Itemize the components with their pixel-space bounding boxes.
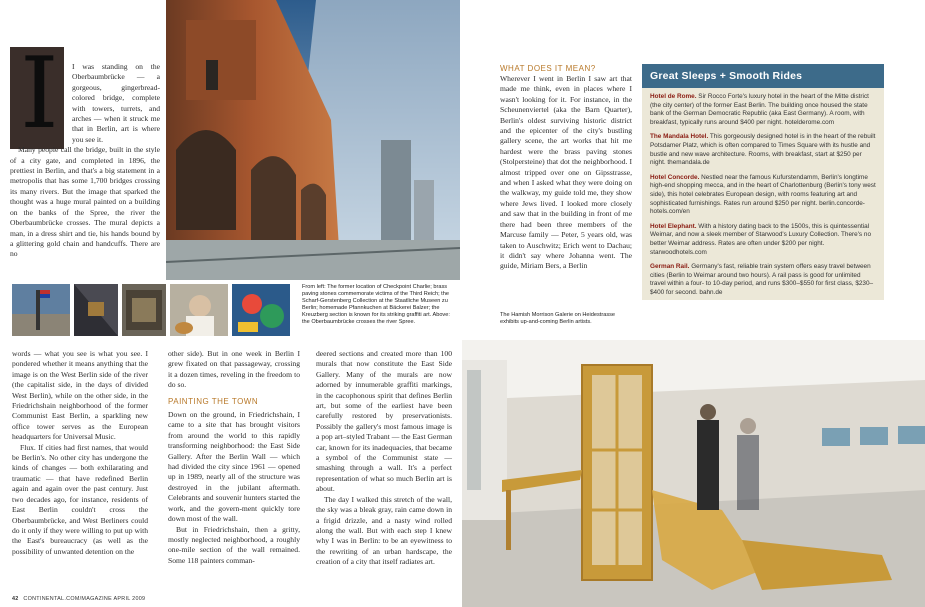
checkpoint-charlie-thumb: [12, 284, 70, 336]
hotel-name: The Mandala Hotel.: [650, 133, 709, 141]
sidebar-item: [650, 223, 876, 257]
page-number: 42: [12, 596, 19, 602]
hotel-desc: With a history dating back to the 1500s, this is quintessential Weimar, and now a sleek member of Starwood's Luxury Collection. There's no better Weimar address. Rates are often under $200 per night. starwoodhotels.com: [650, 222, 872, 256]
paragraph: words — what you see is what you see. I pondered whether it means anything that the image is on the West Berlin side of the river (the capitalist side, in the days of divided West Berlin), while on the other side, in the Friedrichshain neighborhood of the former Communist East Berlin, a sparkling new office tower serves as the European headquarters for Universal Music.: [12, 349, 148, 442]
paving-stones-thumb: [74, 284, 118, 336]
section-subhead: PAINTING THE TOWN: [168, 396, 259, 406]
right-subhead: [500, 64, 596, 73]
gallery-photo: [462, 340, 925, 607]
page-folio: [12, 596, 145, 602]
article-col3: [316, 349, 452, 568]
paragraph: Flux. If cities had first names, that would be Berlin's. No other city has undergone the kinds of changes — both exhilarating and traumatic — that have redefined Berlin again and again over the past century. Just two decades ago, for instance, residents of East Berlin couldn't cross the Oberbaumbrücke, and West Berliners could do it only if they were willing to put up with the East's bureaucracy (as well as the possibility of unwanted detention on the: [12, 442, 148, 556]
hotel-desc: Germany's fast, reliable train system offers easy travel between cities (Berlin to Weimar around two hours). A rail pass is good for unlimited travel within a four- to 10-day period, and runs $300–$550 for first class, $230–$400 for second. bahn.de: [650, 263, 874, 296]
kreuzberg-graffiti-thumb: [232, 284, 290, 336]
article-col1-top: [10, 62, 160, 260]
hotel-name: Hotel Elephant.: [650, 222, 697, 230]
paragraph: other side). But in one week in Berlin I grew fixated on that passageway, crossing it a dozen times, reveling in the freedom to do so.: [168, 349, 300, 390]
hotel-name: Hotel Concorde.: [650, 173, 700, 181]
hotel-name: Hotel de Rome.: [650, 93, 697, 100]
sidebar-item: [650, 174, 876, 217]
hotel-name: German Rail.: [650, 263, 690, 271]
hotel-desc: Nestled near the famous Kufurstendamm, Berlin's longtime high-end shopping mecca, and in the heart of Charlottenburg (Berlin's tony west side), this hotel celebrates European design, with rooms featuring art and sophisticated furnishings. Rates run around $250 per night. berlin.concorde-hotels.com/en: [650, 173, 876, 216]
drop-cap-letter: I: [20, 37, 59, 151]
gallery-caption: [500, 312, 630, 326]
photo-caption: [302, 284, 458, 326]
sidebar-item: [650, 93, 876, 127]
paragraph: Down on the ground, in Friedrichshain, I came to a site that has brought visitors from around the world to this rapidly transforming neighborhood: the East Side Gallery. After the Berlin Wall — which had divided the city since 1961 — opened up in 1989, nearly all of the structure was destroyed in the jubilant aftermath. Celebrants and souvenir hunters started the work, and the govern-ment quickly tore down most of the wall.: [168, 410, 300, 524]
paragraph: The day I walked this stretch of the wall, the sky was a bleak gray, rain came down in a frigid drizzle, and a nasty wind rolled along the wall. But with each step I knew why I was in Berlin: to be an eyewitness to the rewriting of an urban hardscape, the creation of a city that itself radiates art.: [316, 494, 452, 567]
folio-text: CONTINENTAL.COM/MAGAZINE APRIL 2009: [23, 596, 146, 602]
paragraph: But in Friedrichshain, then a gritty, mostly neglected neighborhood, a roughly one-mile section of the wall remained. Some 118 painters comman-: [168, 524, 300, 565]
right-article-col: [500, 74, 632, 272]
sidebar-item: [650, 263, 876, 297]
section-subhead: WHAT DOES IT MEAN?: [500, 64, 596, 73]
hotel-sidebar: [642, 64, 884, 300]
hotel-desc: Sir Rocco Forte's luxury hotel in the heart of the Mitte district (the city center) of the former East Berlin. The building once housed the state bank of the German Democratic Republic (aka East Germany). A room, with breakfast, typically runs around $400 per night. hotelderome.com: [650, 93, 869, 126]
hotel-desc: This gorgeously designed hotel is in the heart of the rebuilt Potsdamer Platz, which is often compared to Times Square with its hustle and bustle and new wave architecture. Rooms, with breakfast, start at $250 per night. themandala.de: [650, 133, 876, 167]
scharf-gerstenberg-thumb: [122, 284, 166, 336]
caption-text: The Hamish Morrison Galerie on Heidestrasse exhibits up-and-coming Berlin artists.: [500, 312, 616, 325]
lead-paragraph: I was standing on the Oberbaumbrücke — a gorgeous, gingerbread-colored bridge, complete with towers, turrets, and arches — when it struck me that in Berlin, art is where you see it.: [72, 62, 160, 144]
article-col2: [168, 349, 300, 566]
bakery-thumb: [170, 284, 228, 336]
paragraph: Wherever I went in Berlin I saw art that made me think, even in places where I wasn't looking for it. For instance, in the Scheunenviertel (aka the Barn Quarter), Berlin's oldest surviving historic district and the epicenter of the city's bustling gallery scene, the art works that hit me hardest were the brass paving stones (Stolpersteine) that dot the neighborhood. I almost tripped over one on Gipsstrasse, and when I asked what they were doing on the walkway, my guide told me, they show where Jews lived. I looked more closely and saw that in the building in front of me there had been three members of the Marcuse family — Peter, 5 years old, was taken to Auschwitz; Erich went to Dachau; it didn't say where Johanna went. The guide, Miriam Bers, a Berlin: [500, 74, 632, 271]
paragraph: deered sections and created more than 100 murals that now constitute the East Side Gallery. Many of the murals are now adorned by innumerable graffiti markings, in the cacophonous spirit that defines Berlin art, but some of the earliest have been carefully restored by preservationists. Possibly the gallery's most famous image is a pop art–styled Trabant — the East German car, known for its inadequacies, that became a symbol of the Communist state — smashing through a wall. It's a perfect representation of what so much Berlin art is about.: [316, 349, 452, 494]
sidebar-title: Great Sleeps + Smooth Rides: [642, 64, 884, 88]
paragraph: Many people call the bridge, built in the style of a city gate, and completed in 1896, the prettiest in Berlin, and that's a big statement in a metropolis that has some 1,700 bridges crossing its many rivers. But the image that sparked the thought was a huge mural painted on a building on the banks of the Spree, the river the Oberbaumbrücke crosses. The mural depicts a man, in a dress shirt and tie, his hands bound by a glittering gold chain and handcuffs. There are no: [10, 145, 160, 259]
sidebar-item: [650, 133, 876, 167]
sidebar-list: [642, 88, 884, 297]
article-col1-bottom: [12, 349, 148, 557]
caption-text: From left: The former location of Checkpoint Charlie; brass paving stones commemorate victims of the Third Reich; the Scharf-Gerstenberg Collection at the Staatliche Museen zu Berlin; homemade Pfannkuchen at Bäckerei Balzer; the Kreuzberg section is known for its striking graffiti art. Above: the Oberbaumbrücke crosses the river Spree.: [302, 284, 450, 325]
bridge-photo: [166, 0, 460, 280]
